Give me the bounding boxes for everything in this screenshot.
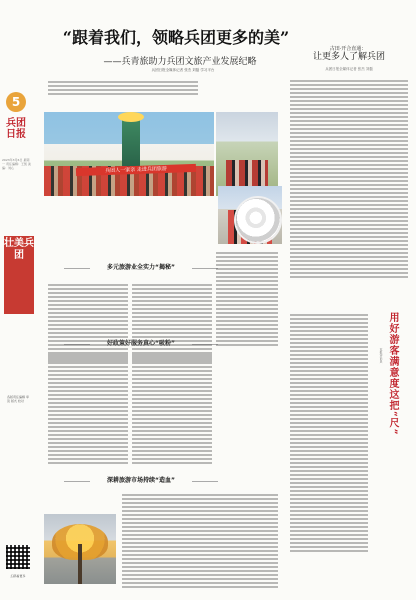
right-article-text — [290, 78, 408, 280]
editorial-byline: 本报评论员 — [379, 348, 383, 363]
article-column-bottom-right — [122, 492, 278, 590]
newspaper-logo: 兵团日报 — [6, 118, 26, 140]
article-column-right — [216, 250, 278, 348]
section-heading-1: 多元旅游业全实力“揭秘” — [56, 262, 226, 274]
right-kicker: 古田·开合直通： — [329, 46, 367, 52]
side-info: 各版责任编辑 审读 版式 校对 — [7, 395, 29, 403]
side-photo — [216, 112, 278, 196]
page-number-badge: 5 — [6, 92, 26, 112]
white-ring-artifact — [236, 198, 280, 242]
right-byline: 兵团日报全媒体记者 张杰 刘磊 — [325, 67, 373, 71]
main-byline: 兵团日报全媒体记者 张杰 刘磊 学习平台 — [151, 68, 215, 72]
article-column-bottom-left — [48, 352, 128, 466]
section-heading-3: 深耕旅游市场持续“造血” — [56, 475, 226, 487]
qr-label: 扫码看更多 — [10, 574, 26, 578]
monument-icon — [122, 118, 140, 172]
intro-column — [48, 79, 198, 97]
section-heading-2: 好政策好服务真心“吸粉” — [56, 338, 226, 350]
group-photo — [44, 112, 214, 196]
autumn-tree-photo — [44, 514, 116, 584]
issue-meta: 2023年3月6日 星期一 责任编辑：王凯 美编：刘心 — [2, 158, 31, 170]
main-subhead: ——兵青旅助力兵团文旅产业发展纪略 — [103, 57, 257, 67]
article-column-bottom-mid — [132, 352, 212, 466]
editorial-text — [290, 312, 368, 554]
photo-banner: 兵团人一家亲 走进兵团旅游 — [76, 164, 196, 176]
left-sidebar — [0, 0, 34, 600]
right-headline: 让更多人了解兵团 — [312, 52, 385, 62]
main-headline: “跟着我们，领略兵团更多的美” — [62, 28, 290, 47]
qr-code-icon — [6, 545, 30, 569]
editorial-title: 用好游客满意度这把“尺” — [387, 312, 398, 436]
section-tag: 壮美兵团 — [4, 236, 34, 314]
